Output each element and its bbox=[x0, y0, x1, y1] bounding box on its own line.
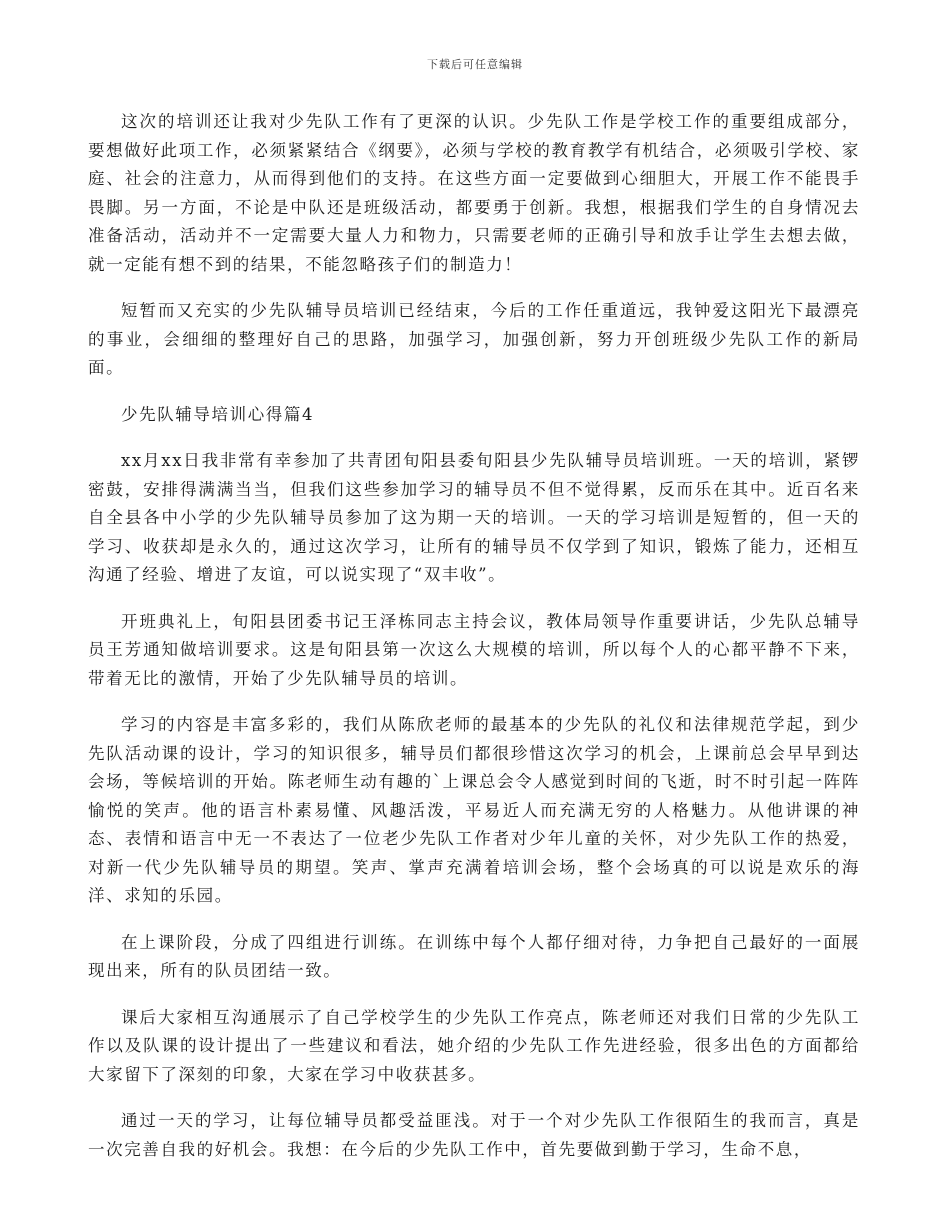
paragraph: 在上课阶段，分成了四组进行训练。在训练中每个人都仔细对待，力争把自己最好的一面展现出来，所有的队员团结一致。 bbox=[88, 932, 860, 980]
paragraph: 课后大家相互沟通展示了自己学校学生的少先队工作亮点，陈老师还对我们日常的少先队工作以及队课的设计提出了一些建议和看法，她介绍的少先队工作先进经验，很多出色的方面都给大家留下了深刻的印象，大家在学习中收获甚多。 bbox=[88, 1007, 860, 1084]
paragraph: 通过一天的学习，让每位辅导员都受益匪浅。对于一个对少先队工作很陌生的我而言，真是一次完善自我的好机会。我想：在今后的少先队工作中，首先要做到勤于学习，生命不息， bbox=[88, 1111, 860, 1159]
paragraph: 开班典礼上，旬阳县团委书记王泽栋同志主持会议，教体局领导作重要讲话，少先队总辅导员王芳通知做培训要求。这是旬阳县第一次这么大规模的培训，所以每个人的心都平静不下来，带着无比的激情，开始了少先队辅导员的培训。 bbox=[88, 611, 860, 688]
section-heading: 少先队辅导培训心得篇4 bbox=[121, 404, 315, 424]
paragraph: 短暂而又充实的少先队辅导员培训已经结束，今后的工作任重道远，我钟爱这阳光下最漂亮的事业，会细细的整理好自己的思路，加强学习，加强创新，努力开创班级少先队工作的新局面。 bbox=[88, 301, 860, 377]
paragraph: xx月xx日我非常有幸参加了共青团旬阳县委旬阳县少先队辅导员培训班。一天的培训，紧锣密鼓，安排得满满当当，但我们这些参加学习的辅导员不但不觉得累，反而乐在其中。近百名来自全县各中小学的少先队辅导员参加了这为期一天的培训。一天的学习培训是短暂的，但一天的学习、收获却是永久的，通过这次学习，让所有的辅导员不仅学到了知识，锻炼了能力，还相互沟通了经验、增进了友谊，可以说实现了“双丰收”。 bbox=[88, 451, 860, 584]
paragraph: 学习的内容是丰富多彩的，我们从陈欣老师的最基本的少先队的礼仪和法律规范学起，到少先队活动课的设计，学习的知识很多，辅导员们都很珍惜这次学习的机会，上课前总会早早到达会场，等候培训的开始。陈老师生动有趣的`上课总会令人感觉到时间的飞逝，时不时引起一阵阵愉悦的笑声。他的语言朴素易懂、风趣活泼，平易近人而充满无穷的人格魅力。从他讲课的神态、表情和语言中无一不表达了一位老少先队工作者对少年儿童的关怀，对少先队工作的热爱，对新一代少先队辅导员的期望。笑声、掌声充满着培训会场，整个会场真的可以说是欢乐的海洋、求知的乐园。 bbox=[88, 715, 860, 905]
document-body bbox=[88, 108, 860, 1182]
page-header: 下载后可任意编辑 bbox=[427, 58, 523, 71]
paragraph: 这次的培训还让我对少先队工作有了更深的认识。少先队工作是学校工作的重要组成部分，要想做好此项工作，必须紧紧结合《纲要》，必须与学校的教育教学有机结合，必须吸引学校、家庭、社会的注意力，从而得到他们的支持。在这些方面一定要做到心细胆大，开展工作不能畏手畏脚。另一方面，不论是中队还是班级活动，都要勇于创新。我想，根据我们学生的自身情况去准备活动，活动并不一定需要大量人力和物力，只需要老师的正确引导和放手让学生去想去做，就一定能有想不到的结果，不能忽略孩子们的制造力！ bbox=[88, 112, 860, 274]
